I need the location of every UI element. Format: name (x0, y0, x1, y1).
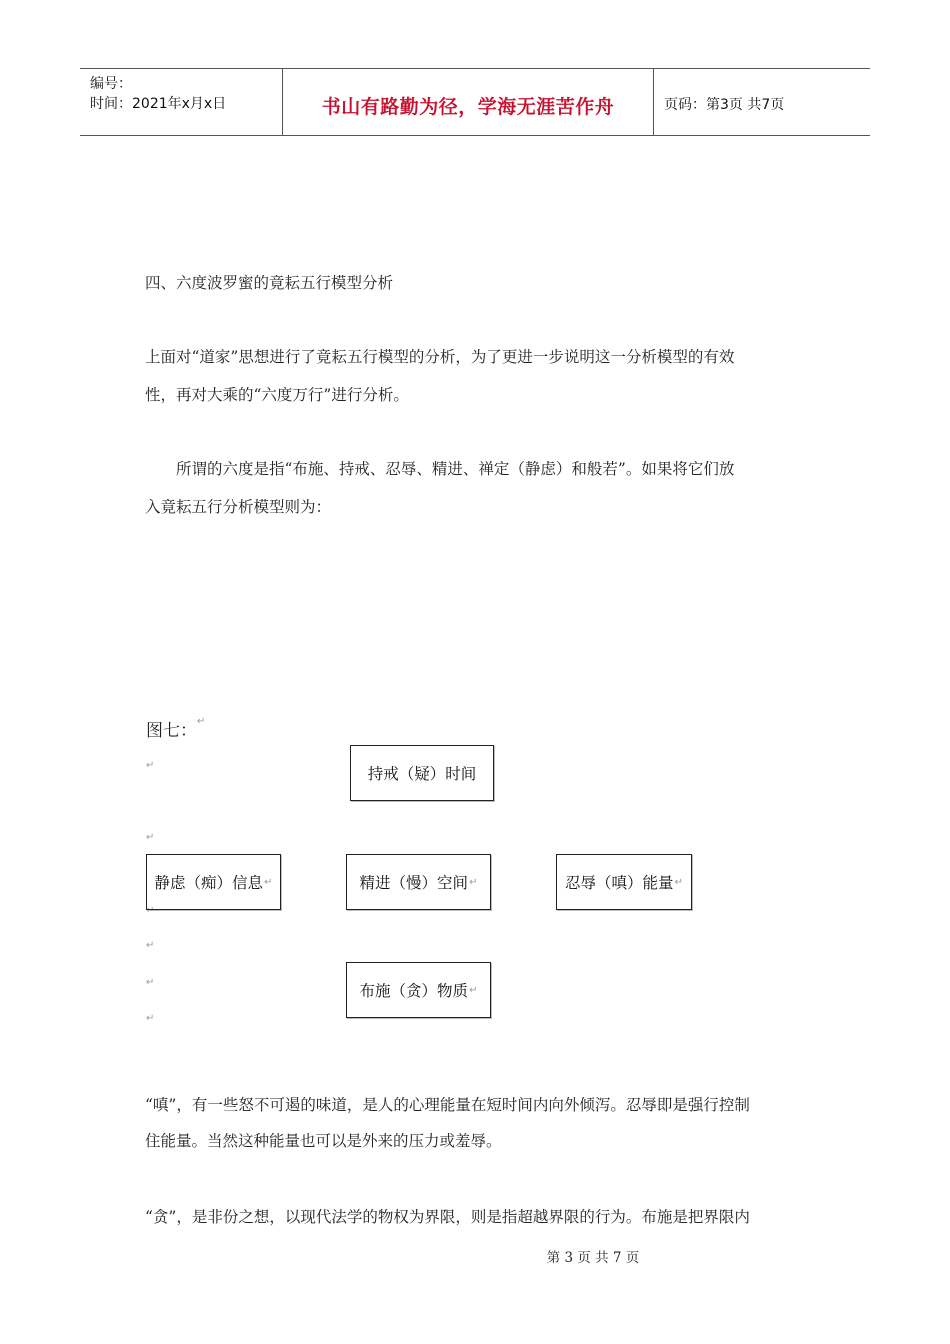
box-patience-energy-label: 忍辱（嗔）能量 (565, 874, 674, 892)
header-motto: 书山有路勤为径，学海无涯苦作舟 (321, 96, 615, 118)
paragraph-mark: ↵ (146, 760, 155, 771)
box-diligence-space (346, 854, 491, 910)
document-date: 时间：2021年x月x日 (90, 96, 227, 112)
paragraph-2-line-1: 所谓的六度是指“布施、持戒、忍辱、精进、禅定（静虑）和般若”。如果将它们放 (145, 460, 735, 478)
paragraph-3-line-1: “嗔”，有一些怒不可遏的味道，是人的心理能量在短时间内向外倾泻。忍辱即是强行控制 (145, 1096, 750, 1114)
page-footer: 第 3 页 共 7 页 (546, 1250, 640, 1266)
header-page-cell (654, 69, 870, 135)
header-left-cell (80, 69, 282, 135)
paragraph-mark: ↵ (674, 876, 683, 888)
box-diligence-space-label: 精进（慢）空间 (359, 874, 469, 892)
figure-label (146, 716, 206, 741)
paragraph-1-line-2: 性，再对大乘的“六度万行”进行分析。 (145, 386, 409, 404)
paragraph-mark: ↵ (146, 832, 155, 843)
paragraph-mark: ↵ (146, 1013, 155, 1024)
paragraph-4-line-1: “贪”，是非份之想，以现代法学的物权为界限，则是指超越界限的行为。布施是把界限内 (145, 1208, 750, 1226)
paragraph-3-line-2: 住能量。当然这种能量也可以是外来的压力或羞辱。 (145, 1132, 502, 1150)
box-precepts-time-label: 持戒（疑）时间 (367, 765, 477, 783)
section-title: 四、六度波罗蜜的竟耘五行模型分析 (145, 274, 394, 292)
paragraph-mark: ↵ (146, 940, 155, 951)
box-meditation-information-label: 静虑（痴）信息 (154, 874, 264, 892)
header-motto-cell (282, 69, 654, 135)
box-precepts-time (350, 745, 494, 801)
paragraph-mark: ↵ (146, 977, 155, 988)
box-meditation-information (146, 854, 281, 910)
box-patience-energy (556, 854, 692, 910)
paragraph-mark: ↵ (469, 876, 478, 888)
paragraph-2-line-2: 入竟耘五行分析模型则为： (145, 498, 332, 516)
page-header (80, 68, 870, 136)
figure-label-text: 图七： (146, 721, 197, 741)
paragraph-1-line-1: 上面对“道家”思想进行了竟耘五行模型的分析，为了更进一步说明这一分析模型的有效 (145, 348, 735, 366)
paragraph-mark: ↵ (197, 716, 206, 727)
box-giving-matter-label: 布施（贪）物质 (359, 982, 469, 1000)
paragraph-mark: ↵ (469, 984, 478, 996)
box-giving-matter (346, 962, 491, 1018)
paragraph-mark: ↵ (264, 876, 273, 888)
header-page-info: 页码：第3页 共7页 (664, 97, 785, 113)
paragraph-mark: ↵ (146, 905, 155, 916)
document-number-label: 编号： (90, 76, 132, 92)
